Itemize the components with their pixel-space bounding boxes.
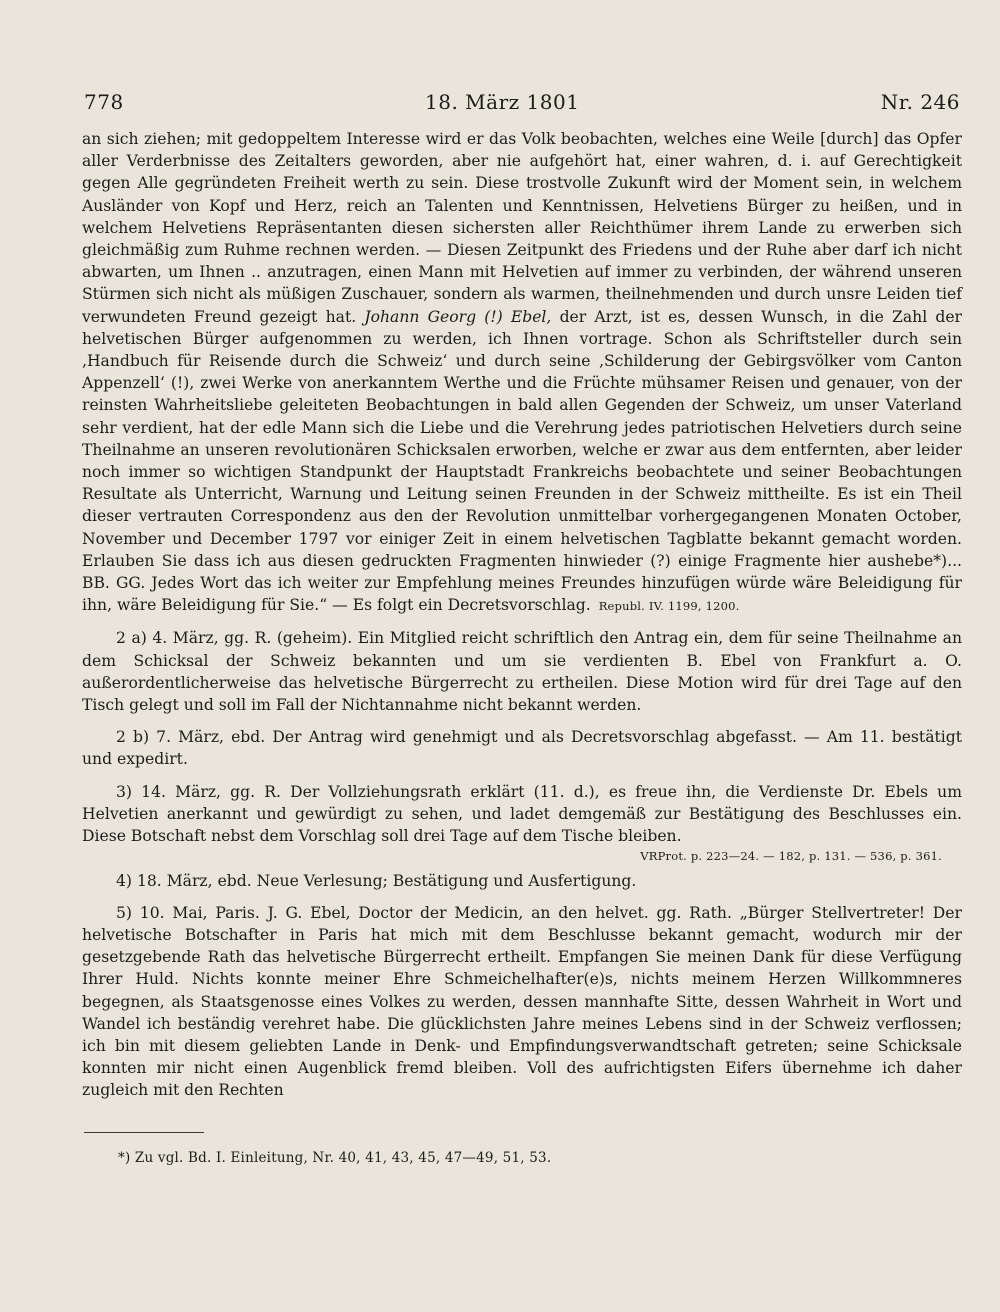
footnote-divider — [84, 1132, 204, 1133]
paragraph-1-part-a: an sich ziehen; mit gedoppeltem Interesse wird er das Volk beobachten, welches eine Weile [durch] das Opfer aller Verderbnisse des Zeitalters geworden, aber nie aufgehört hat, einer wahren, d. i. auf Gerechtigkeit gegen Alle gegründeten Freiheit werth zu sein. Diese trostvolle Zukunft wird der Moment sein, in welchem Ausländer von Kopf und Herz, reich an Talenten und Kenntnissen, Helvetiens Bürger zu heißen, und in welchem Helvetiens Repräsentanten diesen sichersten aller Reichthümer ihrem Lande zu erwerben sich gleichmäßig zum Ruhme rechnen werden. — Diesen Zeitpunkt des Friedens und der Ruhe aber darf ich nicht abwarten, um Ihnen .. anzutragen, einen Mann mit Helvetien auf immer zu verbinden, der während unseren Stürmen sich nicht als müßigen Zuschauer, sondern als warmen, theilnehmenden und durch unsre Leiden tief verwundeten Freund gezeigt hat. — [82, 130, 962, 326]
paragraph-4: 4) 18. März, ebd. Neue Verlesung; Bestätigung und Ausfertigung. — [116, 871, 637, 890]
issue-number: Nr. 246 — [880, 90, 960, 114]
paragraph-2b: 2 b) 7. März, ebd. Der Antrag wird genehmigt und als Decretsvorschlag abgefasst. — Am 11. bestätigt und expedirt. — [82, 728, 962, 769]
paragraph-3: 3) 14. März, gg. R. Der Vollziehungsrath erklärt (11. d.), es freue ihn, die Verdienste Dr. Ebels um Helvetien anerkannt und gewürdigt zu sehen, und ladet demgemäß zur Bestätigung des Beschlusses ein. Diese Botschaft nebst dem Vorschlag soll drei Tage auf dem Tische bleiben. — [82, 782, 962, 846]
paragraph-2a: 2 a) 4. März, gg. R. (geheim). Ein Mitglied reicht schriftlich den Antrag ein, dem für seine Theilnahme an dem Schicksal der Schweiz bekannten und um sie verdienten B. Ebel von Frankfurt a. O. außerordentlicherweise das helvetische Bürgerrecht zu ertheilen. Diese Motion wird für drei Tage auf den Tisch gelegt und soll im Fall der Nichtannahme nicht bekannt werden. — [82, 629, 962, 715]
page-header — [84, 90, 960, 114]
source-reference-republ: Republ. IV. 1199, 1200. — [598, 599, 740, 614]
body-text — [82, 128, 962, 1102]
header-date: 18. März 1801 — [425, 90, 580, 114]
page-number: 778 — [84, 90, 124, 114]
paragraph-5: 5) 10. Mai, Paris. J. G. Ebel, Doctor der Medicin, an den helvet. gg. Rath. „Bürger Stellvertreter! Der helvetische Botschafter in Paris hat mich mit dem Beschlusse bekannt gemacht, wodurch mir der gesetzgebende Rath das helvetische Bürgerrecht ertheilt. Empfangen Sie meinen Dank für diese Verfügung Ihrer Huld. Nichts konnte meiner Ehre Schmeichelhafter(e)s, nichts meinem Herzen Willkommneres begegnen, als Staatsgenosse eines Volkes zu werden, dessen mannhafte Sitte, dessen Wahrheit in Wort und Wandel ich beständig verehret habe. Die glücklichsten Jahre meines Lebens sind in der Schweiz verflossen; ich bin mit diesem geliebten Lande in Denk- und Empfindungsverwandtschaft getreten; seine Schicksale konnten mir nicht einen Augenblick fremd bleiben. Voll des aufrichtigsten Eifers übernehme ich daher zugleich mit den Rechten — [82, 903, 962, 1100]
paragraph-1-part-b: der Arzt, ist es, dessen Wunsch, in die Zahl der helvetischen Bürger aufgenommen zu werden, ich Ihnen vortrage. Schon als Schriftsteller durch sein ‚Handbuch für Reisende durch die Schweiz‘ und durch seine ‚Schilderung der Gebirgsvölker vom Canton Appenzell‘ (!), zwei Werke von anerkanntem Werthe und die Früchte mühsamer Reisen und genauer, von der reinsten Wahrheitsliebe geleiteten Beobachtungen in bald allen Gegenden der Schweiz, um unser Vaterland sehr verdient, hat der edle Mann sich die Liebe und die Verehrung jedes patriotischen Helvetiers durch seine Theilnahme an unseren revolutionären Schicksalen erworben, welche er zwar aus dem entfernten, aber leider noch immer so wichtigen Standpunkt der Hauptstadt Frankreichs beobachtete und seiner Beobachtungen Resultate als Unterricht, Warnung und Leitung seinen Freunden in der Schweiz mittheilte. Es ist ein Theil dieser vertrauten Correspondenz aus den der Revolution unmittelbar vorhergegangenen Monaten October, November und December 1797 vor einiger Zeit in einem helvetischen Tagblatte bekannt gemacht worden. Erlauben Sie dass ich aus diesen gedruckten Fragmenten hinwieder (?) einige Fragmente hier aushebe*)... BB. GG. Jedes Wort das ich weiter zur Empfehlung meines Freundes hinzufügen würde wäre Beleidigung für ihn, wäre Beleidigung für Sie.“ — Es folgt ein Decretsvorschlag. — [82, 307, 963, 615]
footnote: *) Zu vgl. Bd. I. Einleitung, Nr. 40, 41, 43, 45, 47—49, 51, 53. — [118, 1150, 552, 1166]
paragraph-1 — [82, 128, 962, 617]
source-reference-vrprot: VRProt. p. 223—24. — 182, p. 131. — 536, p. 361. — [640, 849, 942, 864]
person-name-ebel: Johann Georg (!) Ebel, — [364, 307, 552, 326]
